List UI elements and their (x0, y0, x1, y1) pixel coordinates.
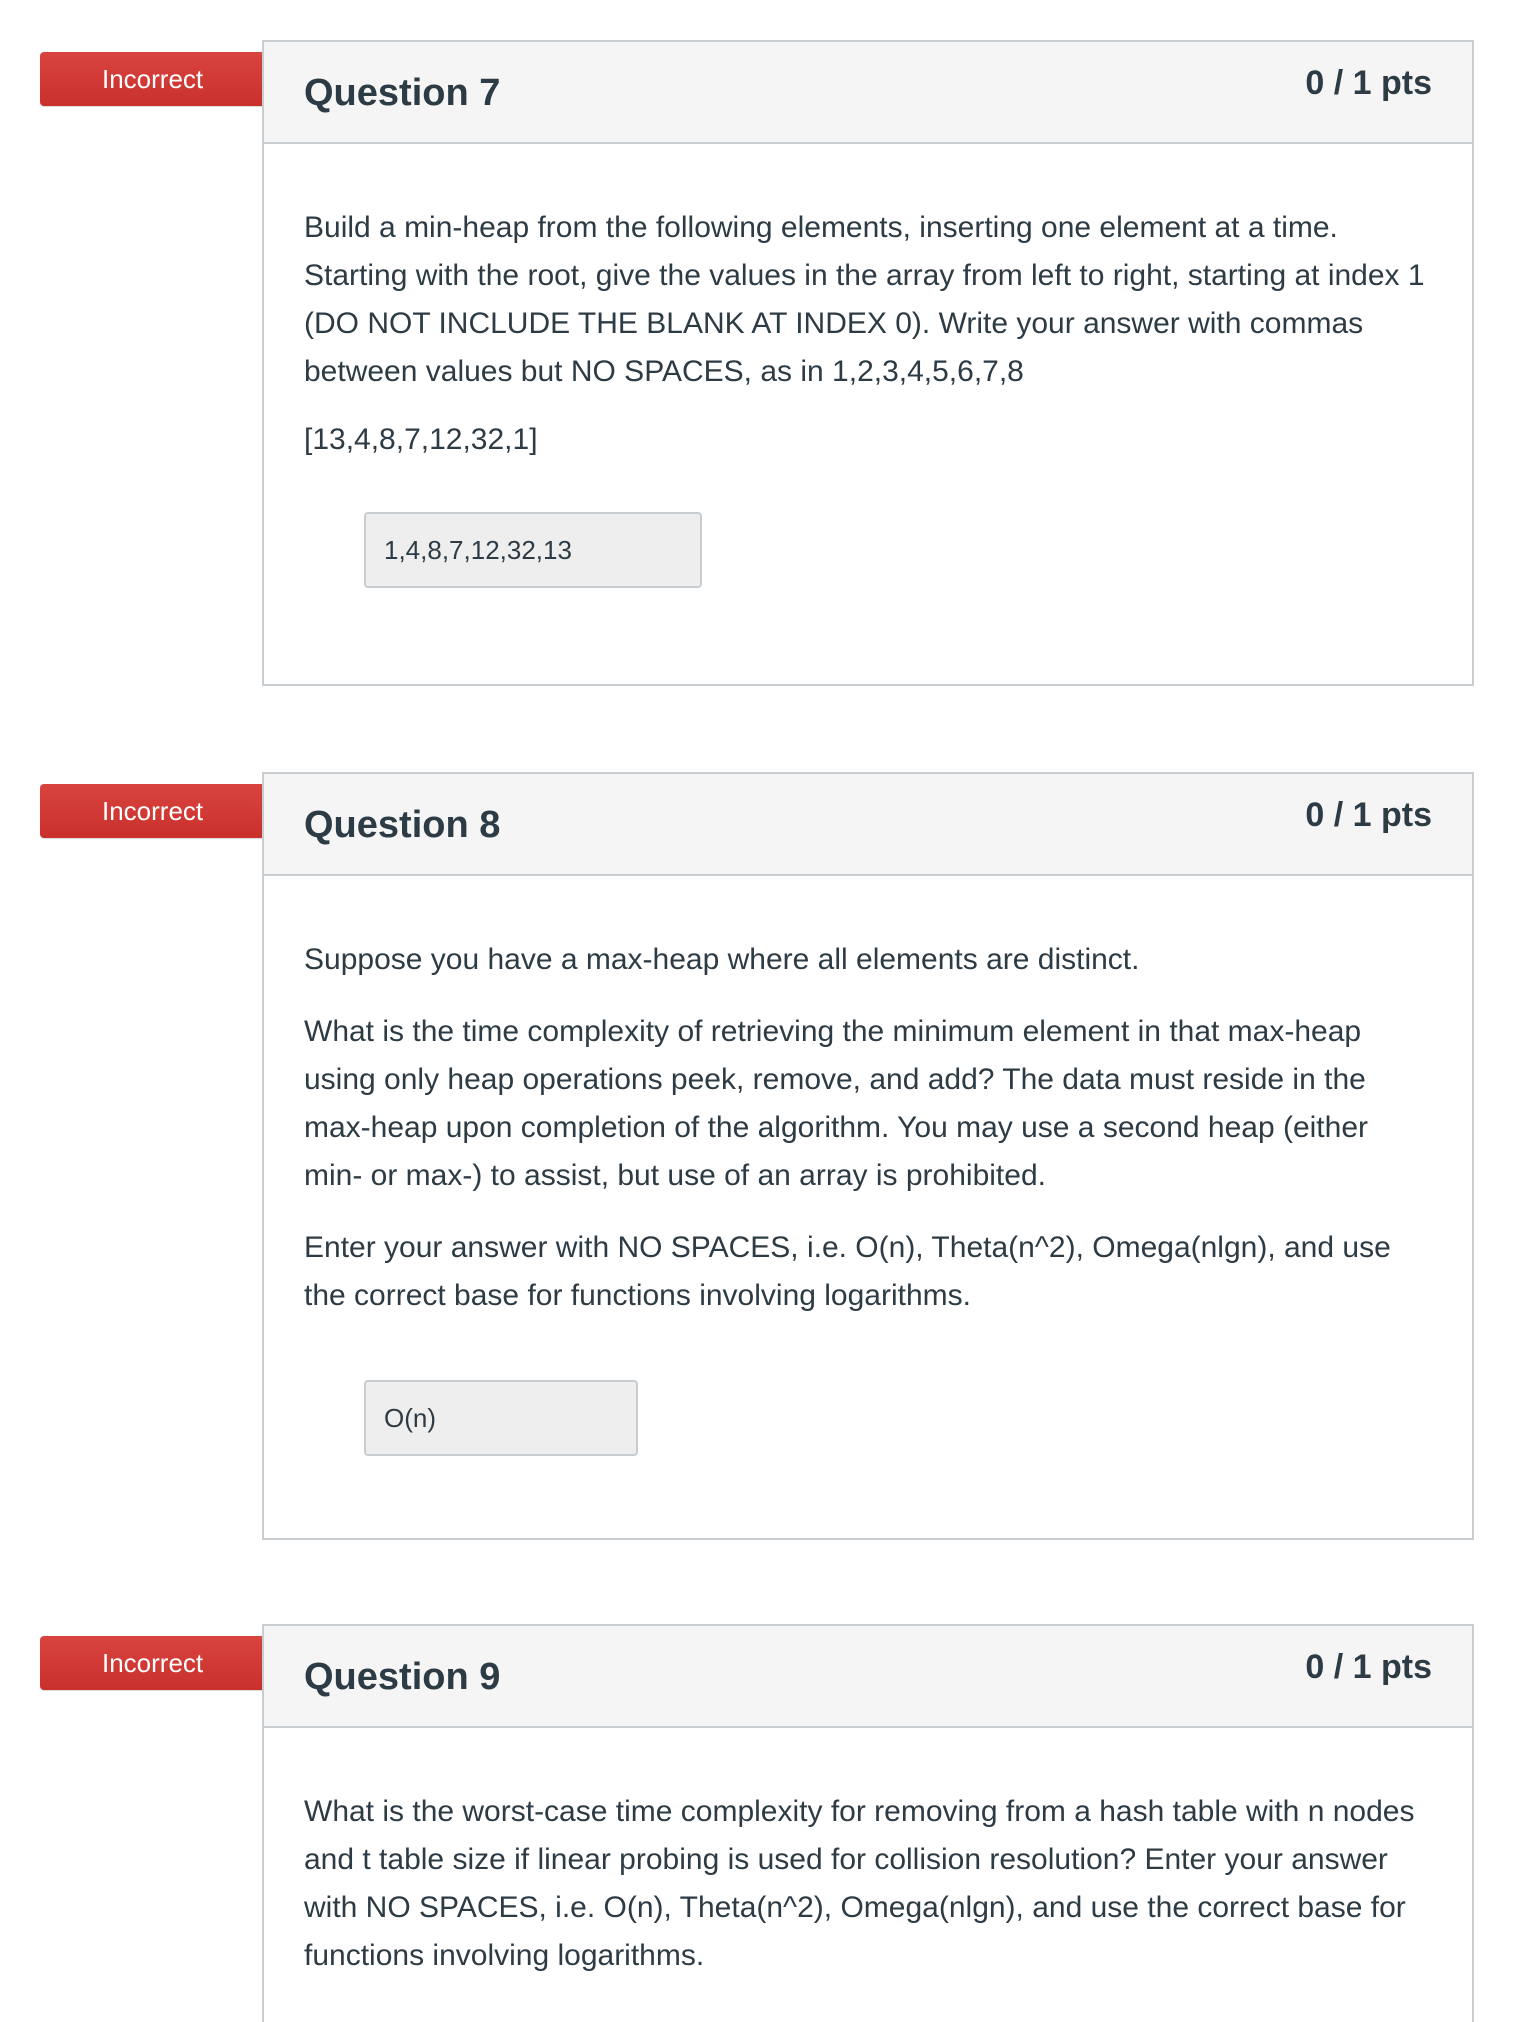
incorrect-badge (40, 784, 285, 838)
question-card (262, 40, 1474, 686)
question-points: 0 / 1 pts (1305, 1648, 1432, 1686)
question-card (262, 772, 1474, 1540)
question-header (264, 1626, 1472, 1728)
question-body (264, 1728, 1472, 1980)
question-text: What is the time complexity of retrieving the minimum element in that max-heap using only heap operations peek, remove, and add? The data must reside in the max-heap upon completion of the algorithm. You may use a second heap (either min- or max-) to assist, but use of an array is prohibited. (304, 1015, 1369, 1192)
question-points: 0 / 1 pts (1305, 64, 1432, 102)
question-header (264, 774, 1472, 876)
question-body (264, 876, 1472, 1456)
incorrect-badge-label: Incorrect (40, 784, 266, 838)
answer-field[interactable]: O(n) (364, 1380, 638, 1456)
incorrect-badge (40, 1636, 285, 1690)
incorrect-badge (40, 52, 285, 106)
question-array: [13,4,8,7,12,32,1] (304, 423, 538, 456)
question-text: Build a min-heap from the following elements, inserting one element at a time. Starting with the root, give the values in the array from left to right, starting at index 1 (DO NOT INCLUDE THE BLANK AT INDEX 0). Write your answer with commas between values but NO SPACES, as in 1,2,3,4,5,6,7,8 (304, 211, 1425, 388)
question-card (262, 1624, 1474, 2022)
question-points: 0 / 1 pts (1305, 796, 1432, 834)
question-instructions: Enter your answer with NO SPACES, i.e. O(n), Theta(n^2), Omega(nlgn), and use the correct base for functions involving logarithms. (304, 1231, 1391, 1312)
incorrect-badge-label: Incorrect (40, 1636, 266, 1690)
answer-field[interactable]: 1,4,8,7,12,32,13 (364, 512, 702, 588)
question-text: Suppose you have a max-heap where all elements are distinct. (304, 943, 1140, 976)
incorrect-badge-label: Incorrect (40, 52, 266, 106)
question-header (264, 42, 1472, 144)
question-title: Question 7 (304, 72, 501, 114)
question-title: Question 9 (304, 1656, 501, 1698)
question-body (264, 144, 1472, 588)
question-title: Question 8 (304, 804, 501, 846)
question-text: What is the worst-case time complexity for removing from a hash table with n nodes and t table size if linear probing is used for collision resolution? Enter your answer with NO SPACES, i.e. O(n), Theta(n^2), Omega(nlgn), and use the correct base for functions involving logarithms. (304, 1795, 1415, 1972)
